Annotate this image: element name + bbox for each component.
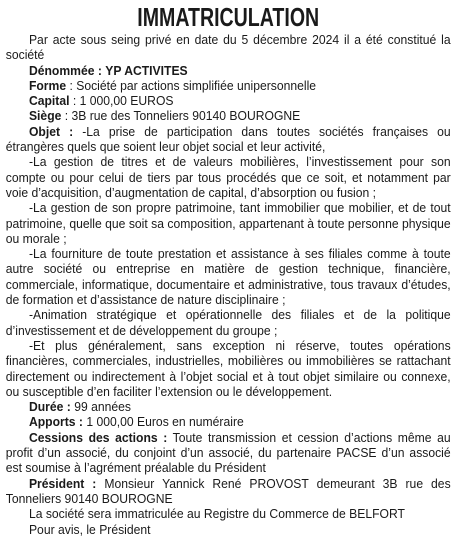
denomination-value: YP ACTIVITES — [105, 63, 188, 78]
president-label: Président : — [28, 476, 97, 491]
registre-line: La société sera immatriculée au Registre du Commerce de BELFORT — [28, 507, 405, 522]
capital-label: Capital — [28, 94, 70, 109]
apports-value: 1 000,00 Euros en numéraire — [82, 415, 244, 430]
siege-line — [6, 109, 451, 124]
cessions-value: Toute transmission et cession d’actions même au profit d’un associé, du conjoint d’un associé, du partenaire PACSE d’un associé est soumise à l’agrément préalable du Président — [5, 430, 451, 476]
denomination-label: Dénommée : — [28, 63, 102, 78]
forme-line — [6, 79, 451, 94]
objet-paragraph-6: -Et plus généralement, sans exception ni réserve, toutes opérations financières, commerciales, industrielles, mobilières ou immobilières se rattachant directement ou indirectement à l’objet social et à tout objet similaire ou connexe, ou susceptible d’en faciliter l’extension ou le développement. — [5, 338, 451, 399]
duree-value: 99 années — [70, 400, 131, 415]
cessions-label: Cessions des actions : — [28, 430, 168, 445]
cessions-paragraph — [6, 431, 451, 477]
capital-line — [6, 94, 451, 109]
capital-value: : 1 000,00 EUROS — [69, 94, 174, 109]
apports-line — [6, 415, 451, 430]
objet-paragraph-1 — [6, 125, 451, 156]
objet-text-1: -La prise de participation dans toutes sociétés françaises ou étrangères quels que soient leur objet social et leur activité, — [5, 124, 451, 155]
denomination-line — [6, 64, 451, 79]
notice-title: IMMATRICULATION — [137, 2, 320, 32]
signature-line: Pour avis, le Président — [28, 522, 151, 537]
objet-paragraph-5: -Animation stratégique et opérationnelle des filiales et de la politique d’investissement et de développement du groupe ; — [5, 308, 451, 338]
president-value: Monsieur Yannick René PROVOST demeurant 3B rue des Tonneliers 90140 BOUROGNE — [5, 476, 451, 506]
forme-value: : Société par actions simplifiée unipersonnelle — [66, 78, 317, 93]
siege-value: : 3B rue des Tonneliers 90140 BOUROGNE — [61, 109, 301, 124]
duree-line — [6, 400, 451, 415]
siege-label: Siège — [28, 109, 62, 124]
president-paragraph — [6, 477, 451, 508]
intro-line: Par acte sous seing privé en date du 5 décembre 2024 il a été constitué la société — [5, 33, 451, 63]
objet-label: Objet : — [28, 124, 74, 139]
objet-paragraph-3: -La gestion de son propre patrimoine, tant immobilier que mobilier, et de tout patrimoine, quelle que soit sa composition, appartenant à toute personne physique ou morale ; — [5, 201, 451, 246]
duree-label: Durée : — [28, 400, 71, 415]
apports-label: Apports : — [28, 415, 83, 430]
objet-paragraph-2: -La gestion de titres et de valeurs mobilières, l’investissement pour son compte ou pour celui de tiers par tous procédés que ce soit, et notamment par voie d’acquisition, d’augmentation de capital, d’absorption ou fusion ; — [5, 155, 451, 200]
forme-label: Forme — [28, 78, 67, 93]
objet-paragraph-4: -La fourniture de toute prestation et assistance à ses filiales comme à toute autre société ou entreprise en matière de gestion technique, financière, commerciale, informatique, documentaire et administrative, tous travaux d’études, de formation et d’assistance de nature disciplinaire ; — [5, 247, 451, 308]
